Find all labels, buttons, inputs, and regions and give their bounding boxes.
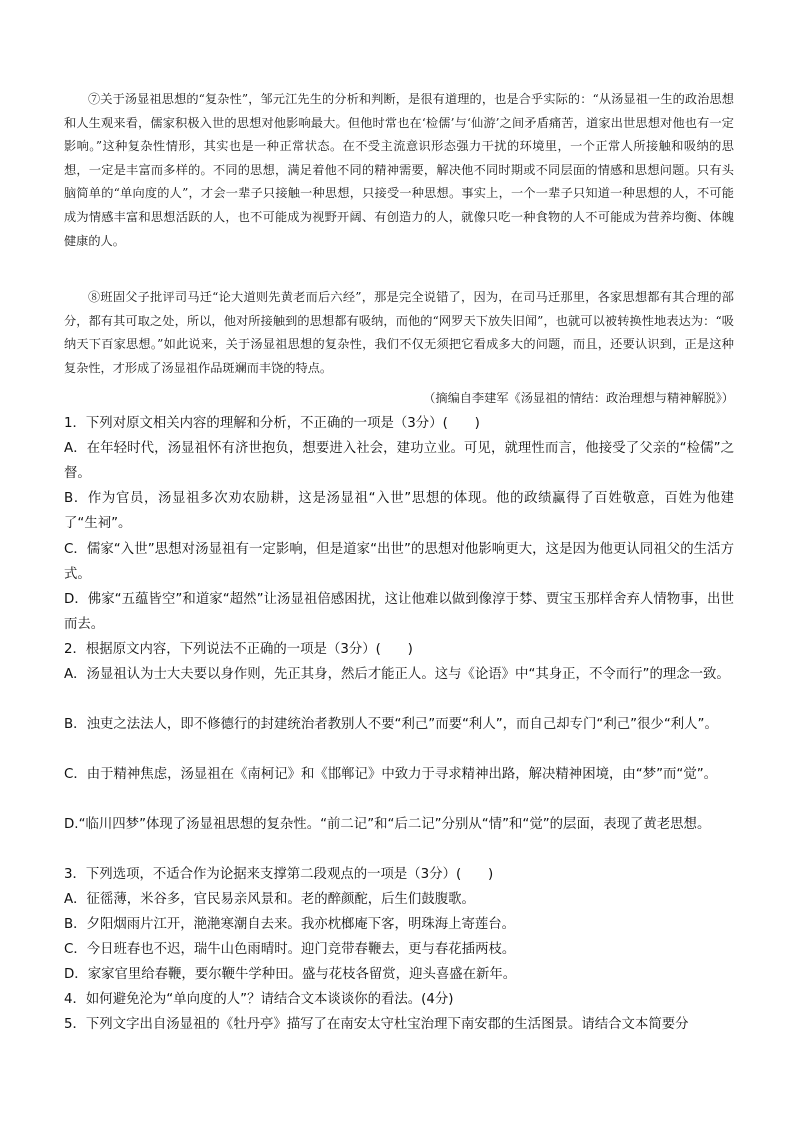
question-1-option-c: C．儒家“入世”思想对汤显祖有一定影响，但是道家“出世”的思想对他影响更大，这是因为他更认同祖父的生活方式。 bbox=[64, 542, 734, 582]
question-3-option-d: D．家家官里给春鞭，要尔鞭牛学种田。盛与花枝各留赏，迎头喜盛在新年。 bbox=[64, 967, 517, 982]
passage-source: （摘编自李建军《汤显祖的情结：政治理想与精神解脱》） bbox=[423, 391, 734, 405]
question-2-option-c: C．由于精神焦虑，汤显祖在《南柯记》和《邯郸记》中致力于寻求精神出路，解决精神困境，由“梦”而“觉”。 bbox=[64, 767, 718, 782]
question-2-option-b: B．浊吏之法法人，即不修德行的封建统治者教别人不要“利己”而要“利人”，而自己却专门“利己”很少“利人”。 bbox=[64, 717, 718, 732]
question-3-option-b: B．夕阳烟雨片江开，滟滟寒潮自去来。我亦枕榔庵下客，明珠海上寄莲台。 bbox=[64, 917, 516, 932]
question-4-stem: 4．如何避免沦为“单向度的人”？请结合文本谈谈你的看法。(4分) bbox=[64, 992, 454, 1007]
question-1-stem: 1．下列对原文相关内容的理解和分析，不正确的一项是（3分）( ) bbox=[64, 416, 480, 431]
question-1-option-b: B．作为官员，汤显祖多次劝农励耕，这是汤显祖“入世”思想的体现。他的政绩赢得了百姓敬意，百姓为他建了“生祠”。 bbox=[64, 491, 734, 531]
question-3-option-c: C．今日班春也不迟，瑞牛山色雨晴时。迎门竞带春鞭去，更与春花插两枝。 bbox=[64, 942, 516, 957]
question-2-stem: 2．根据原文内容，下列说法不正确的一项是（3分）( ) bbox=[64, 642, 413, 657]
passage-paragraph-7: ⑦关于汤显祖思想的“复杂性”，邹元江先生的分析和判断，是很有道理的，也是合乎实际的：“从汤显祖一生的政治思想和人生观来看，儒家积极入世的思想对他影响最大。但他时常也在‘检儒’与‘仙游’之间矛盾痛苦，道家出世思想对他也有一定影响。”这种复杂性情形，其实也是一种正常状态。在不受主流意识形态强力干扰的环境里，一个正常人所接触和吸纳的思想，一定是丰富而多样的。不同的思想，满足着他不同的精神需要，解决他不同时期或不同层面的情感和思想问题。只有头脑简单的“单向度的人”，才会一辈子只接触一种思想，只接受一种思想。事实上，一个一辈子只知道一种思想的人，不可能成为情感丰富和思想活跃的人，也不可能成为视野开阔、有创造力的人，就像只吃一种食物的人不可能成为营养均衡、体魄健康的人。 bbox=[64, 92, 734, 248]
question-1-option-d: D．佛家“五蕴皆空”和道家“超然”让汤显祖倍感困扰，这让他难以做到像淳于棼、贾宝玉那样舍弃人情物事，出世而去。 bbox=[64, 592, 734, 632]
passage-paragraph-8: ⑧班固父子批评司马迁“论大道则先黄老而后六经”，那是完全说错了，因为，在司马迁那里，各家思想都有其合理的部分，都有其可取之处，所以，他对所接触到的思想都有吸纳，而他的“网罗天下放失旧闻”，也就可以被转换性地表达为：“吸纳天下百家思想。”如此说来，关于汤显祖思想的复杂性，我们不仅无须把它看成多大的问题，而且，还要认识到，正是这种复杂性，才形成了汤显祖作品斑斓而丰饶的特点。 bbox=[64, 290, 734, 375]
question-2-option-d: D.“临川四梦”体现了汤显祖思想的复杂性。“前二记”和“后二记”分别从“情”和“觉”的层面，表现了黄老思想。 bbox=[64, 817, 711, 832]
question-2-option-a: A．汤显祖认为士大夫要以身作则，先正其身，然后才能正人。这与《论语》中“其身正，不令而行”的理念一致。 bbox=[64, 667, 730, 682]
question-3-stem: 3．下列选项，不适合作为论据来支撑第二段观点的一项是（3分）( ) bbox=[64, 867, 494, 882]
question-1-option-a: A．在年轻时代，汤显祖怀有济世抱负，想要进入社会，建功立业。可见，就理性而言，他接受了父亲的“检儒”之督。 bbox=[64, 441, 734, 481]
question-5-stem: 5．下列文字出自汤显祖的《牡丹亭》描写了在南安太守杜宝治理下南安郡的生活图景。请结合文本简要分 bbox=[64, 1017, 689, 1032]
question-3-option-a: A．征徭薄，米谷多，官民易亲风景和。老的醉颜酡，后生们鼓腹歌。 bbox=[64, 892, 475, 907]
